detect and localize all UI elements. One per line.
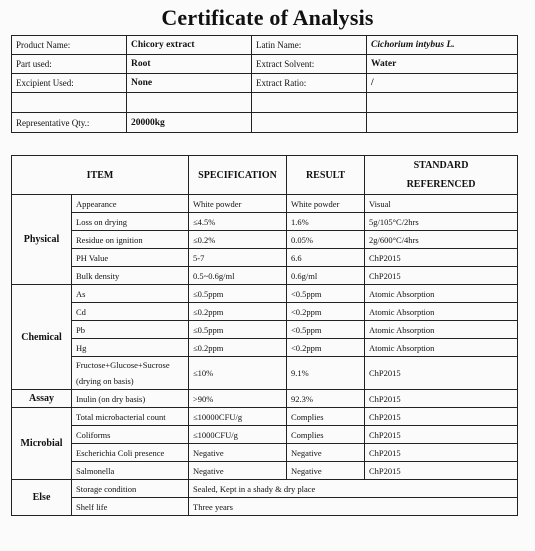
- row-item: Bulk density: [72, 267, 189, 285]
- empty-cell: [367, 113, 518, 133]
- header-result: RESULT: [287, 156, 365, 195]
- row-item: Pb: [72, 321, 189, 339]
- row-standard: ChP2015: [365, 249, 518, 267]
- row-result: 6.6: [287, 249, 365, 267]
- row-item: Salmonella: [72, 462, 189, 480]
- row-spec: ≤1000CFU/g: [189, 426, 287, 444]
- row-standard: 2g/600°C/4hrs: [365, 231, 518, 249]
- category-microbial: Microbial: [12, 408, 72, 480]
- extract-solvent-value: Water: [367, 55, 518, 74]
- table-row: [12, 213, 518, 231]
- table-row: [12, 231, 518, 249]
- extract-solvent-label: Extract Solvent:: [252, 55, 367, 74]
- row-value: Three years: [189, 498, 518, 516]
- row-item: [72, 357, 189, 390]
- row-spec: ≤10%: [189, 357, 287, 390]
- row-result: <0.2ppm: [287, 303, 365, 321]
- extract-ratio-value: /: [367, 74, 518, 93]
- row-item: PH Value: [72, 249, 189, 267]
- part-used-label: Part used:: [12, 55, 127, 74]
- representative-qty-label: Representative Qty.:: [12, 113, 127, 133]
- row-spec: ≤0.2ppm: [189, 339, 287, 357]
- header-standard-referenced: [365, 156, 518, 195]
- header-item: ITEM: [12, 156, 189, 195]
- table-row: [12, 321, 518, 339]
- row-spec: ≤0.5ppm: [189, 285, 287, 303]
- table-row: [12, 408, 518, 426]
- row-item-line1: Fructose+Glucose+Sucrose: [76, 360, 170, 370]
- row-result: Negative: [287, 462, 365, 480]
- table-row: [12, 480, 518, 498]
- latin-name-label: Latin Name:: [252, 36, 367, 55]
- row-result: <0.5ppm: [287, 321, 365, 339]
- row-standard: ChP2015: [365, 426, 518, 444]
- table-row: [12, 357, 518, 390]
- row-result: 1.6%: [287, 213, 365, 231]
- category-else: Else: [12, 480, 72, 516]
- excipient-label: Excipient Used:: [12, 74, 127, 93]
- table-row: [12, 249, 518, 267]
- row-standard: ChP2015: [365, 462, 518, 480]
- excipient-value: None: [127, 74, 252, 93]
- row-standard: ChP2015: [365, 267, 518, 285]
- row-standard: ChP2015: [365, 408, 518, 426]
- row-spec: White powder: [189, 195, 287, 213]
- row-standard: Visual: [365, 195, 518, 213]
- product-info-table: [11, 35, 518, 133]
- empty-cell: [127, 93, 252, 113]
- row-spec: >90%: [189, 390, 287, 408]
- extract-ratio-label: Extract Ratio:: [252, 74, 367, 93]
- row-result: Complies: [287, 426, 365, 444]
- latin-name-value: Cichorium intybus L.: [367, 36, 518, 55]
- row-result: <0.5ppm: [287, 285, 365, 303]
- table-row: [12, 498, 518, 516]
- row-item: Shelf life: [72, 498, 189, 516]
- row-item: Hg: [72, 339, 189, 357]
- table-row: [12, 195, 518, 213]
- row-result: 0.05%: [287, 231, 365, 249]
- row-standard: Atomic Absorption: [365, 321, 518, 339]
- row-spec: 5-7: [189, 249, 287, 267]
- category-chemical: Chemical: [12, 285, 72, 390]
- row-spec: ≤0.2ppm: [189, 303, 287, 321]
- row-item: Total microbacterial count: [72, 408, 189, 426]
- row-standard: ChP2015: [365, 357, 518, 390]
- row-item: Appearance: [72, 195, 189, 213]
- product-name-value: Chicory extract: [127, 36, 252, 55]
- table-row: [12, 339, 518, 357]
- table-row: [12, 444, 518, 462]
- row-result: 9.1%: [287, 357, 365, 390]
- empty-cell: [12, 93, 127, 113]
- representative-qty-value: 20000kg: [127, 113, 252, 133]
- header-standard-line1: STANDARD: [413, 160, 469, 171]
- part-used-value: Root: [127, 55, 252, 74]
- table-row: [12, 390, 518, 408]
- row-item-line2: (drying on basis): [76, 376, 134, 386]
- row-standard: Atomic Absorption: [365, 285, 518, 303]
- row-spec: ≤0.2%: [189, 231, 287, 249]
- empty-cell: [367, 93, 518, 113]
- row-spec: Negative: [189, 462, 287, 480]
- row-spec: ≤4.5%: [189, 213, 287, 231]
- row-result: 0.6g/ml: [287, 267, 365, 285]
- row-result: Complies: [287, 408, 365, 426]
- table-row: [12, 426, 518, 444]
- row-result: White powder: [287, 195, 365, 213]
- row-result: Negative: [287, 444, 365, 462]
- row-standard: Atomic Absorption: [365, 339, 518, 357]
- product-name-label: Product Name:: [12, 36, 127, 55]
- table-row: [12, 303, 518, 321]
- header-specification: SPECIFICATION: [189, 156, 287, 195]
- row-item: Cd: [72, 303, 189, 321]
- empty-cell: [252, 113, 367, 133]
- row-spec: 0.5~0.6g/ml: [189, 267, 287, 285]
- table-row: [12, 285, 518, 303]
- row-item: Storage condition: [72, 480, 189, 498]
- row-item: Escherichia Coli presence: [72, 444, 189, 462]
- row-item: Coliforms: [72, 426, 189, 444]
- row-result: 92.3%: [287, 390, 365, 408]
- row-item: Loss on drying: [72, 213, 189, 231]
- row-standard: 5g/105°C/2hrs: [365, 213, 518, 231]
- table-row: [12, 267, 518, 285]
- row-spec: Negative: [189, 444, 287, 462]
- empty-cell: [252, 93, 367, 113]
- row-spec: ≤0.5ppm: [189, 321, 287, 339]
- specification-table: [11, 155, 518, 516]
- row-standard: ChP2015: [365, 444, 518, 462]
- table-row: [12, 462, 518, 480]
- row-result: <0.2ppm: [287, 339, 365, 357]
- document-title: Certificate of Analysis: [161, 5, 374, 30]
- row-standard: Atomic Absorption: [365, 303, 518, 321]
- header-standard-line2: REFERENCED: [406, 179, 476, 190]
- category-assay: Assay: [12, 390, 72, 408]
- row-item: Residue on ignition: [72, 231, 189, 249]
- row-standard: ChP2015: [365, 390, 518, 408]
- row-item: As: [72, 285, 189, 303]
- row-value: Sealed, Kept in a shady & dry place: [189, 480, 518, 498]
- category-physical: Physical: [12, 195, 72, 285]
- row-spec: ≤10000CFU/g: [189, 408, 287, 426]
- row-item: Inulin (on dry basis): [72, 390, 189, 408]
